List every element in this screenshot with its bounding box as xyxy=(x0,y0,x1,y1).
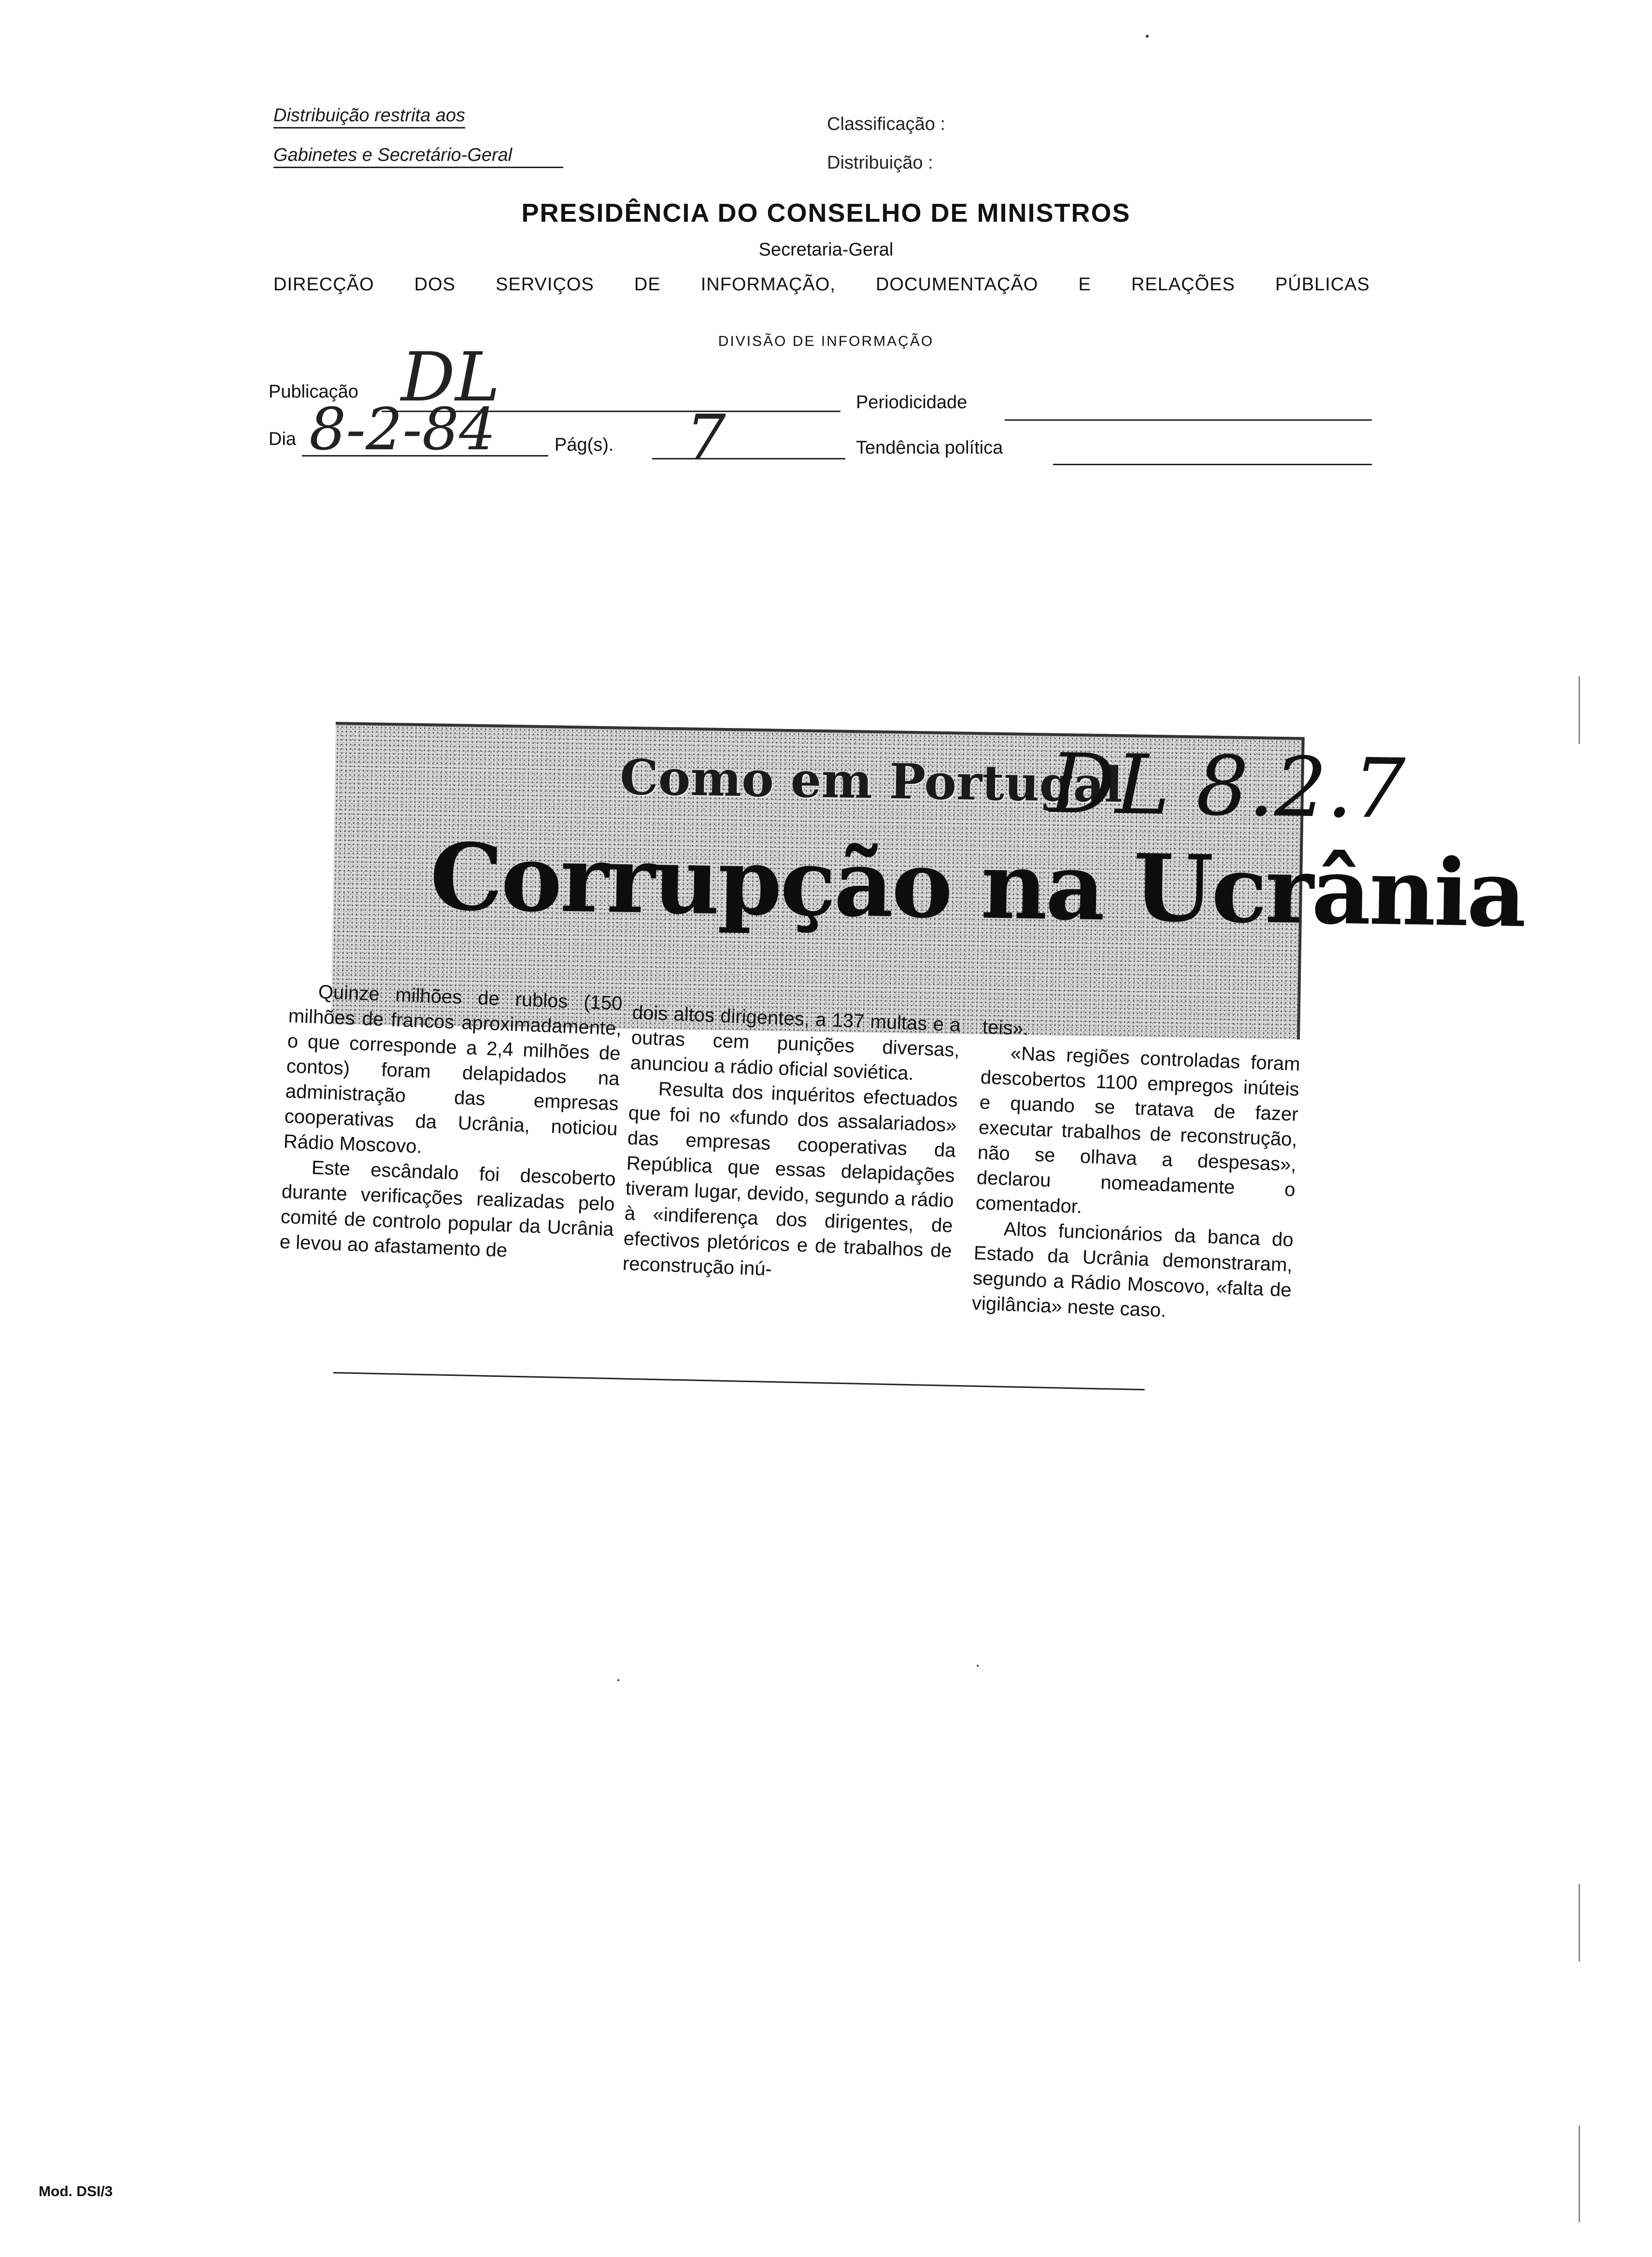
secretaria-subtitle: Secretaria-Geral xyxy=(758,240,894,260)
article-column-3 xyxy=(971,1014,1301,1328)
presidency-title: PRESIDÊNCIA DO CONSELHO DE MINISTROS xyxy=(521,199,1131,228)
scan-edge-mark xyxy=(1579,676,1580,744)
periodicidade-line xyxy=(1005,419,1372,421)
publicacao-label: Publicação xyxy=(269,382,358,402)
direccao-word: DOS xyxy=(414,274,456,295)
periodicidade-label: Periodicidade xyxy=(856,392,968,413)
publicacao-handwritten-value: DL xyxy=(401,338,500,417)
article-end-rule xyxy=(333,1372,1145,1390)
classificacao-label: Classificação : xyxy=(827,114,945,134)
pags-handwritten-value: 7 xyxy=(686,401,726,474)
pags-line xyxy=(652,458,845,459)
direccao-word: SERVIÇOS xyxy=(496,274,594,295)
direccao-word: PÚBLICAS xyxy=(1275,274,1370,295)
dia-label: Dia xyxy=(269,429,297,449)
form-model-code: Mod. DSI/3 xyxy=(39,2184,113,2200)
article-paragraph: «Nas regiões controladas foram descobertos 1100 empregos inúteis e quando se tratava de fazer executar trabalhos de reconstrução, não se olhava a despesas», declarou nomeadamente o comentador. xyxy=(975,1043,1301,1218)
pags-label: Pág(s). xyxy=(555,435,614,455)
article-paragraph: dois altos dirigentes, a 137 multas e a outras cem punições diversas, anunciou a rádio oficial soviética. xyxy=(630,1001,961,1085)
article-column-2 xyxy=(622,1000,961,1289)
clipping-kicker: Como em Portugal xyxy=(619,748,1124,814)
direccao-title xyxy=(273,274,1370,295)
article-paragraph: Altos funcionários da banca do Estado da Ucrânia demonstraram, segundo a Rádio Moscovo, «falta de vigilância» neste caso. xyxy=(971,1218,1294,1321)
distribution-note-line2: Gabinetes e Secretário-Geral xyxy=(273,145,563,168)
direccao-word: RELAÇÕES xyxy=(1131,274,1235,295)
article-paragraph: teis». xyxy=(982,1016,1029,1040)
distribuicao-label: Distribuição : xyxy=(827,153,933,173)
article-paragraph: Resulta dos inquéritos efectuados que foi no «fundo dos assalariados» das empresas cooperativas da República que essas delapidações tiveram lugar, devido, segundo a rádio à «indiferença dos dirigentes, de efectivos pletóricos e de trabalhos de reconstrução inú- xyxy=(622,1078,958,1280)
direccao-word: DIRECÇÃO xyxy=(273,274,374,295)
direccao-word: INFORMAÇÃO, xyxy=(700,274,836,295)
scan-speck xyxy=(1146,35,1149,38)
clipping-headline: Corrupção na Ucrânia xyxy=(429,823,1525,948)
scan-speck xyxy=(617,1679,619,1681)
dia-handwritten-value: 8-2-84 xyxy=(309,396,496,463)
tendencia-line xyxy=(1053,464,1372,465)
tendencia-label: Tendência política xyxy=(856,438,1003,458)
divisao-subtitle: DIVISÃO DE INFORMAÇÃO xyxy=(718,333,934,349)
scan-edge-mark xyxy=(1579,2126,1580,2222)
article-paragraph: Quinze milhões de rublos (150 milhões de francos aproximadamente, o que corresponde a 2,4 milhões de contos) foram delapidados na administração das empresas cooperativas da Ucrânia, noticiou Rádio Moscovo. xyxy=(283,981,623,1157)
article-paragraph: Este escândalo foi descoberto durante verificações realizadas pelo comité de controlo popular da Ucrânia e levou ao afastamento de xyxy=(279,1157,616,1261)
handwritten-clipping-note: DL 8.2.7 xyxy=(1049,736,1406,838)
scan-speck xyxy=(977,1665,979,1667)
article-column-1 xyxy=(279,978,623,1267)
direccao-word: DOCUMENTAÇÃO xyxy=(875,274,1039,295)
scan-edge-mark xyxy=(1579,1884,1580,1961)
distribution-note-line1: Distribuição restrita aos xyxy=(273,105,465,129)
direccao-word: E xyxy=(1078,274,1091,295)
direccao-word: DE xyxy=(634,274,661,295)
